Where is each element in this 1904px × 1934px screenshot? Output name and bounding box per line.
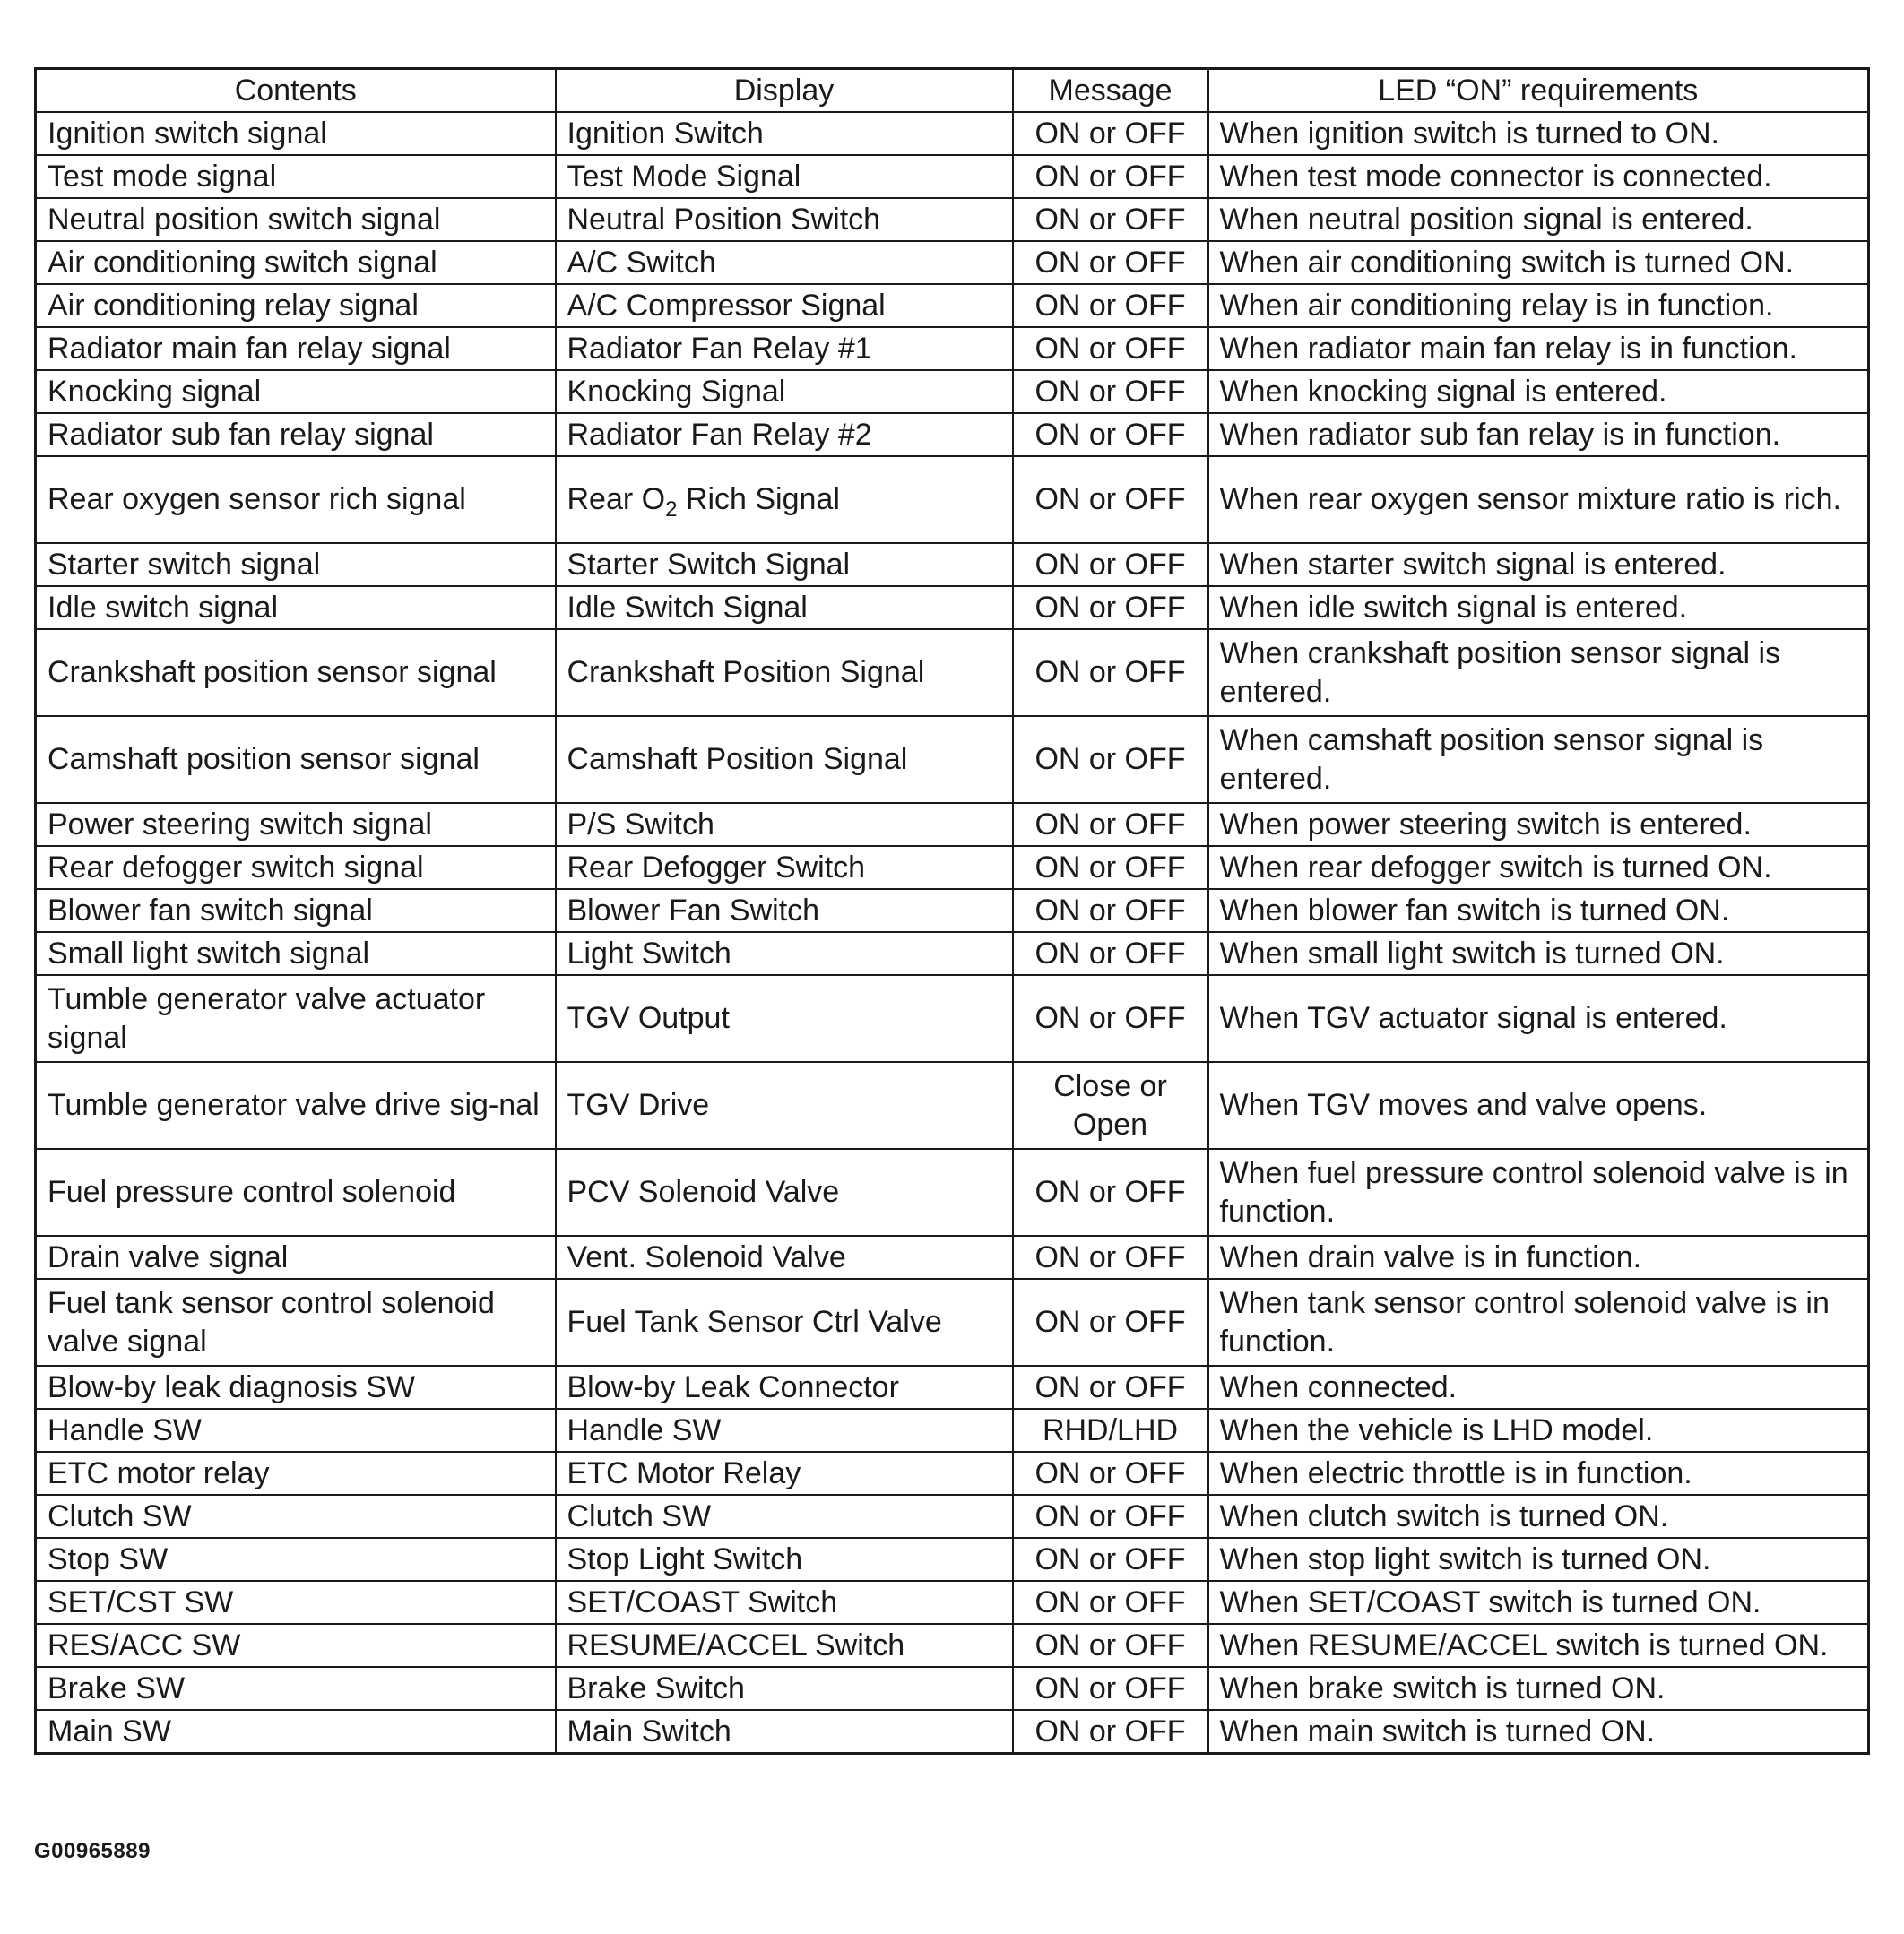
cell-contents: Radiator main fan relay signal (36, 327, 556, 370)
cell-led-requirement: When air conditioning relay is in function. (1208, 284, 1869, 327)
cell-led-requirement: When knocking signal is entered. (1208, 370, 1869, 413)
cell-display: ETC Motor Relay (556, 1452, 1013, 1495)
cell-led-requirement: When clutch switch is turned ON. (1208, 1495, 1869, 1538)
cell-contents: Fuel pressure control solenoid (36, 1149, 556, 1236)
table-body (36, 112, 1869, 1754)
header-message: Message (1013, 69, 1208, 113)
table-row (36, 543, 1869, 586)
cell-display: PCV Solenoid Valve (556, 1149, 1013, 1236)
cell-led-requirement: When ignition switch is turned to ON. (1208, 112, 1869, 155)
cell-message: ON or OFF (1013, 1624, 1208, 1667)
cell-display: Radiator Fan Relay #2 (556, 413, 1013, 456)
cell-display: Ignition Switch (556, 112, 1013, 155)
cell-contents: Small light switch signal (36, 932, 556, 975)
cell-led-requirement: When air conditioning switch is turned ON. (1208, 241, 1869, 284)
cell-led-requirement: When power steering switch is entered. (1208, 803, 1869, 846)
cell-led-requirement: When neutral position signal is entered. (1208, 198, 1869, 241)
table-row (36, 586, 1869, 629)
table-row (36, 413, 1869, 456)
table-row (36, 370, 1869, 413)
cell-display: Fuel Tank Sensor Ctrl Valve (556, 1279, 1013, 1366)
cell-led-requirement: When stop light switch is turned ON. (1208, 1538, 1869, 1581)
table-row (36, 1366, 1869, 1409)
cell-display: Blow-by Leak Connector (556, 1366, 1013, 1409)
cell-message: ON or OFF (1013, 586, 1208, 629)
table-row (36, 1279, 1869, 1366)
table-row (36, 1495, 1869, 1538)
cell-message: ON or OFF (1013, 112, 1208, 155)
cell-display: Knocking Signal (556, 370, 1013, 413)
cell-message: ON or OFF (1013, 543, 1208, 586)
header-display: Display (556, 69, 1013, 113)
cell-led-requirement: When TGV actuator signal is entered. (1208, 975, 1869, 1062)
cell-display: TGV Output (556, 975, 1013, 1062)
cell-display: Neutral Position Switch (556, 198, 1013, 241)
cell-contents: Fuel tank sensor control solenoid valve signal (36, 1279, 556, 1366)
led-requirements-table (34, 67, 1870, 1755)
header-led-requirements: LED “ON” requirements (1208, 69, 1869, 113)
cell-contents: Stop SW (36, 1538, 556, 1581)
cell-display: A/C Compressor Signal (556, 284, 1013, 327)
cell-message: ON or OFF (1013, 413, 1208, 456)
cell-message: ON or OFF (1013, 1538, 1208, 1581)
cell-message: ON or OFF (1013, 370, 1208, 413)
cell-contents: Radiator sub fan relay signal (36, 413, 556, 456)
cell-contents: Drain valve signal (36, 1236, 556, 1279)
table-row (36, 932, 1869, 975)
cell-message: ON or OFF (1013, 1279, 1208, 1366)
cell-message: ON or OFF (1013, 629, 1208, 716)
cell-message: ON or OFF (1013, 1495, 1208, 1538)
table-row (36, 1581, 1869, 1624)
table-row (36, 1624, 1869, 1667)
cell-message: ON or OFF (1013, 1366, 1208, 1409)
table-row (36, 1452, 1869, 1495)
cell-display (556, 456, 1013, 543)
cell-led-requirement: When small light switch is turned ON. (1208, 932, 1869, 975)
cell-message: Close or Open (1013, 1062, 1208, 1149)
cell-message: ON or OFF (1013, 803, 1208, 846)
cell-display: SET/COAST Switch (556, 1581, 1013, 1624)
cell-display: Idle Switch Signal (556, 586, 1013, 629)
table-row (36, 803, 1869, 846)
cell-message: ON or OFF (1013, 1149, 1208, 1236)
table-row (36, 889, 1869, 932)
cell-display: Crankshaft Position Signal (556, 629, 1013, 716)
cell-led-requirement: When main switch is turned ON. (1208, 1710, 1869, 1754)
cell-led-requirement: When tank sensor control solenoid valve is in function. (1208, 1279, 1869, 1366)
cell-led-requirement: When connected. (1208, 1366, 1869, 1409)
cell-led-requirement: When idle switch signal is entered. (1208, 586, 1869, 629)
cell-contents: Knocking signal (36, 370, 556, 413)
table-row (36, 629, 1869, 716)
cell-display: P/S Switch (556, 803, 1013, 846)
cell-display: RESUME/ACCEL Switch (556, 1624, 1013, 1667)
cell-led-requirement: When brake switch is turned ON. (1208, 1667, 1869, 1710)
cell-display: Rear Defogger Switch (556, 846, 1013, 889)
cell-message: ON or OFF (1013, 1236, 1208, 1279)
cell-led-requirement: When radiator sub fan relay is in function. (1208, 413, 1869, 456)
table-row (36, 155, 1869, 198)
cell-contents: Main SW (36, 1710, 556, 1754)
table-row (36, 975, 1869, 1062)
cell-message: ON or OFF (1013, 155, 1208, 198)
cell-led-requirement: When blower fan switch is turned ON. (1208, 889, 1869, 932)
cell-contents: Power steering switch signal (36, 803, 556, 846)
header-row (36, 69, 1869, 113)
table-row (36, 1538, 1869, 1581)
cell-led-requirement: When SET/COAST switch is turned ON. (1208, 1581, 1869, 1624)
cell-display-subscript: 2 (665, 497, 678, 522)
cell-contents: Air conditioning relay signal (36, 284, 556, 327)
cell-contents: Rear oxygen sensor rich signal (36, 456, 556, 543)
cell-contents: RES/ACC SW (36, 1624, 556, 1667)
cell-display: A/C Switch (556, 241, 1013, 284)
cell-message: RHD/LHD (1013, 1409, 1208, 1452)
table-row (36, 846, 1869, 889)
table-row (36, 1062, 1869, 1149)
cell-contents: Starter switch signal (36, 543, 556, 586)
cell-led-requirement: When RESUME/ACCEL switch is turned ON. (1208, 1624, 1869, 1667)
cell-led-requirement: When starter switch signal is entered. (1208, 543, 1869, 586)
cell-message: ON or OFF (1013, 846, 1208, 889)
cell-message: ON or OFF (1013, 975, 1208, 1062)
cell-display: Vent. Solenoid Valve (556, 1236, 1013, 1279)
cell-contents: Neutral position switch signal (36, 198, 556, 241)
cell-contents: Handle SW (36, 1409, 556, 1452)
cell-contents: Ignition switch signal (36, 112, 556, 155)
cell-contents: Tumble generator valve actuator signal (36, 975, 556, 1062)
cell-contents: SET/CST SW (36, 1581, 556, 1624)
cell-message: ON or OFF (1013, 198, 1208, 241)
table-header (36, 69, 1869, 113)
cell-message: ON or OFF (1013, 1581, 1208, 1624)
cell-message: ON or OFF (1013, 1452, 1208, 1495)
table-row (36, 456, 1869, 543)
table-row (36, 1149, 1869, 1236)
cell-contents: Idle switch signal (36, 586, 556, 629)
table-row (36, 112, 1869, 155)
cell-message: ON or OFF (1013, 241, 1208, 284)
cell-contents: Crankshaft position sensor signal (36, 629, 556, 716)
cell-contents: Air conditioning switch signal (36, 241, 556, 284)
cell-display: Clutch SW (556, 1495, 1013, 1538)
cell-contents: Camshaft position sensor signal (36, 716, 556, 803)
cell-message: ON or OFF (1013, 456, 1208, 543)
cell-message: ON or OFF (1013, 716, 1208, 803)
cell-contents: Blower fan switch signal (36, 889, 556, 932)
cell-display: Stop Light Switch (556, 1538, 1013, 1581)
cell-message: ON or OFF (1013, 1710, 1208, 1754)
cell-led-requirement: When rear oxygen sensor mixture ratio is rich. (1208, 456, 1869, 543)
table-row (36, 327, 1869, 370)
figure-id: G00965889 (34, 1839, 151, 1863)
cell-display: TGV Drive (556, 1062, 1013, 1149)
cell-led-requirement: When camshaft position sensor signal is entered. (1208, 716, 1869, 803)
cell-display: Light Switch (556, 932, 1013, 975)
cell-contents: Tumble generator valve drive sig-nal (36, 1062, 556, 1149)
cell-display: Handle SW (556, 1409, 1013, 1452)
cell-display: Camshaft Position Signal (556, 716, 1013, 803)
cell-display: Starter Switch Signal (556, 543, 1013, 586)
table-row (36, 716, 1869, 803)
table-row (36, 241, 1869, 284)
cell-contents: Blow-by leak diagnosis SW (36, 1366, 556, 1409)
cell-display-text: Rear O (567, 482, 666, 516)
table-row (36, 1710, 1869, 1754)
cell-led-requirement: When the vehicle is LHD model. (1208, 1409, 1869, 1452)
cell-message: ON or OFF (1013, 284, 1208, 327)
cell-display: Blower Fan Switch (556, 889, 1013, 932)
table-row (36, 1409, 1869, 1452)
cell-led-requirement: When rear defogger switch is turned ON. (1208, 846, 1869, 889)
cell-contents: ETC motor relay (36, 1452, 556, 1495)
table-row (36, 198, 1869, 241)
table-row (36, 1236, 1869, 1279)
header-contents: Contents (36, 69, 556, 113)
cell-led-requirement: When crankshaft position sensor signal is entered. (1208, 629, 1869, 716)
cell-display: Main Switch (556, 1710, 1013, 1754)
cell-display-text-after: Rich Signal (677, 482, 840, 516)
cell-contents: Brake SW (36, 1667, 556, 1710)
cell-contents: Test mode signal (36, 155, 556, 198)
cell-message: ON or OFF (1013, 932, 1208, 975)
cell-contents: Clutch SW (36, 1495, 556, 1538)
cell-led-requirement: When test mode connector is connected. (1208, 155, 1869, 198)
cell-message: ON or OFF (1013, 327, 1208, 370)
cell-led-requirement: When TGV moves and valve opens. (1208, 1062, 1869, 1149)
cell-message: ON or OFF (1013, 889, 1208, 932)
cell-display: Test Mode Signal (556, 155, 1013, 198)
cell-led-requirement: When fuel pressure control solenoid valve is in function. (1208, 1149, 1869, 1236)
cell-contents: Rear defogger switch signal (36, 846, 556, 889)
cell-led-requirement: When electric throttle is in function. (1208, 1452, 1869, 1495)
cell-led-requirement: When radiator main fan relay is in function. (1208, 327, 1869, 370)
cell-display: Brake Switch (556, 1667, 1013, 1710)
cell-display: Radiator Fan Relay #1 (556, 327, 1013, 370)
table-row (36, 1667, 1869, 1710)
table-row (36, 284, 1869, 327)
cell-led-requirement: When drain valve is in function. (1208, 1236, 1869, 1279)
cell-message: ON or OFF (1013, 1667, 1208, 1710)
